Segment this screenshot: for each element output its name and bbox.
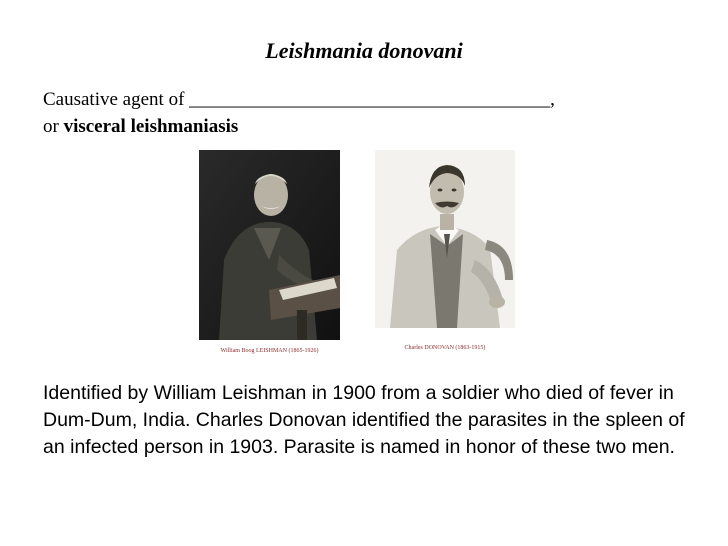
intro-blank: ______________________________________, [189,89,555,110]
intro-text [43,86,703,140]
leishman-portrait [199,150,340,340]
intro-line2-prefix: or [43,116,64,137]
history-paragraph: Identified by William Leishman in 1900 from a soldier who died of fever in Dum-Dum, India. Charles Donovan identified the parasites in the spleen of an infected person in 1903. Parasite is named in honor of these two men. [43,382,685,458]
slide-title: Leishmania donovani [265,38,463,63]
donovan-caption: Charles DONOVAN (1863-1915) [404,345,486,351]
donovan-portrait [375,150,515,328]
intro-prefix: Causative agent of [43,89,190,110]
intro-line-1 [43,86,703,113]
intro-line-2 [43,113,703,140]
disease-name: visceral leishmaniasis [63,116,239,137]
leishman-caption: William Boog LEISHMAN (1865-1926) [220,348,319,354]
